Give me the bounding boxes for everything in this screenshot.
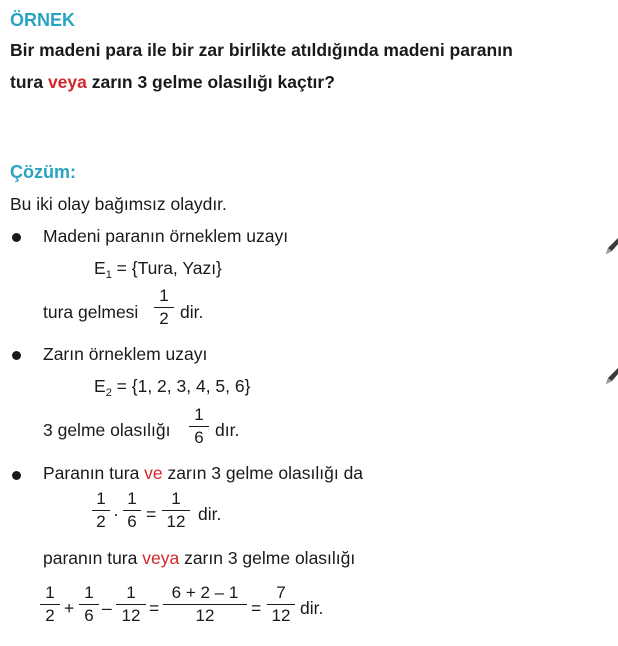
bullet-coin xyxy=(12,233,21,242)
either-fraction-c: 1 12 xyxy=(116,583,146,626)
either-fraction-combined: 6 + 2 – 1 12 xyxy=(163,583,247,626)
die-probability-suffix: dır. xyxy=(215,420,240,440)
solution-intro: Bu iki olay bağımsız olaydır. xyxy=(10,194,227,214)
coin-probability-prefix: tura gelmesi xyxy=(43,302,139,322)
both-fraction-1: 1 2 xyxy=(92,489,110,532)
either-suffix: dir. xyxy=(300,598,324,618)
pen-icon xyxy=(604,366,618,386)
either-equals-2: = xyxy=(251,598,262,618)
both-fraction-result: 1 12 xyxy=(162,489,190,532)
either-probability-label: paranın tura veya zarın 3 gelme olasılığı xyxy=(43,548,356,568)
either-equals-1: = xyxy=(149,598,160,618)
coin-sample-space-label: Madeni paranın örneklem uzayı xyxy=(43,226,289,246)
both-probability-label: Paranın tura ve zarın 3 gelme olasılığı da xyxy=(43,463,364,483)
either-fraction-result: 7 12 xyxy=(267,583,295,626)
die-probability-prefix: 3 gelme olasılığı xyxy=(43,420,171,440)
pen-icon xyxy=(604,236,618,256)
both-dot: · xyxy=(113,504,119,524)
both-equals: = xyxy=(146,504,157,524)
keyword-ve: ve xyxy=(144,463,163,483)
bullet-die xyxy=(12,351,21,360)
die-sample-space-set: $E_2 = \{1$, 2, 3, 4, 5, 6} xyxy=(94,376,251,399)
question-line-2: tura veya zarın 3 gelme olasılığı kaçtır? xyxy=(10,72,335,92)
either-minus: – xyxy=(102,598,112,618)
keyword-veya: veya xyxy=(142,548,180,568)
coin-sample-space-set: $E_1$ = {Tura, Yazı} xyxy=(94,258,222,281)
die-probability-fraction: 1 6 xyxy=(189,405,209,448)
die-sample-space-label: Zarın örneklem uzayı xyxy=(43,344,208,364)
coin-probability-fraction: 1 2 xyxy=(154,286,174,329)
either-fraction-a: 1 2 xyxy=(40,583,60,626)
both-suffix: dir. xyxy=(198,504,222,524)
bullet-both xyxy=(12,471,21,480)
example-heading: ÖRNEK xyxy=(10,10,76,30)
question-line-1: Bir madeni para ile bir zar birlikte atıldığında madeni paranın xyxy=(10,40,513,60)
both-fraction-2: 1 6 xyxy=(123,489,141,532)
solution-heading: Çözüm: xyxy=(10,162,76,182)
coin-probability-suffix: dir. xyxy=(180,302,204,322)
either-fraction-b: 1 6 xyxy=(79,583,99,626)
either-plus: + xyxy=(64,598,75,618)
question-keyword-veya: veya xyxy=(47,72,87,92)
